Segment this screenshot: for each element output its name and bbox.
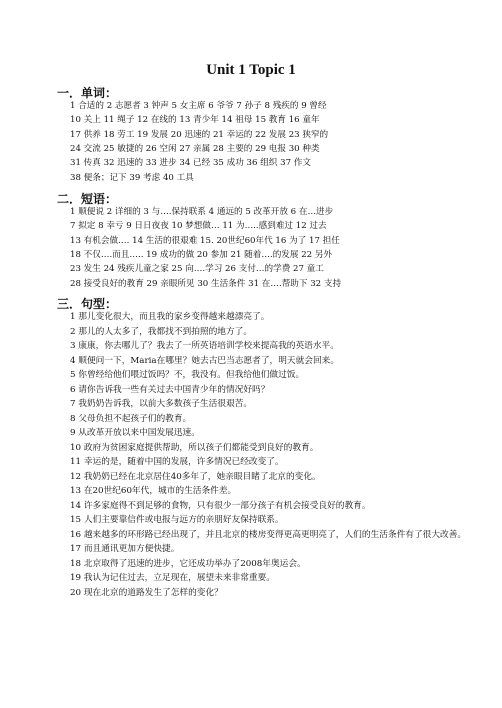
phrase-line: 23 发生 24 残疾儿童之家 25 向….学习 26 支付…的学费 27 童工	[70, 264, 324, 275]
section-heading-phrases: 二．短语：	[57, 192, 118, 206]
sentence-line: 18 北京取得了迅速的进步，它还成功举办了2008年奥运会。	[70, 558, 306, 569]
sentence-line: 3 康康，你去哪儿了？我去了一所英语培训学校来提高我的英语水平。	[70, 341, 339, 351]
phrase-line: 28 接受良好的教育 29 亲眼所见 30 生活条件 31 在….帮助下 32 支持	[70, 278, 342, 289]
phrase-list	[70, 205, 490, 291]
vocab-line: 10 关上 11 绳子 12 在线的 13 青少年 14 祖母 15 教育 16 童年	[70, 115, 320, 126]
sentence-line: 5 你曾经给他们喂过饭吗？不，我没有。但我给他们做过饭。	[70, 370, 305, 380]
vocab-line: 38 便条；记下 39 考虑 40 工具	[70, 172, 194, 183]
sentence-line: 14 许多家庭得不到足够的食物，只有很少一部分孩子有机会接受良好的教育。	[70, 500, 371, 511]
vocab-line: 31 传真 32 迅速的 33 进步 34 已经 35 成功 36 组织 37 作文	[70, 158, 311, 169]
sentence-list	[70, 310, 490, 600]
vocab-line: 1 合适的 2 志愿者 3 钟声 5 女主席 6 爷爷 7 孙子 8 残疾的 9 曾经	[70, 101, 327, 111]
phrase-line: 18 不仅….而且….. 19 成功的做 20 参加 21 随着….的发展 22 另外	[70, 250, 333, 261]
section-heading-vocab: 一．单词：	[57, 86, 118, 100]
sentence-line: 20 现在北京的道路发生了怎样的变化？	[70, 587, 223, 598]
sentence-line: 1 那儿变化很大，而且我的家乡变得越来越漂亮了。	[70, 312, 270, 322]
sentence-line: 2 那儿的人太多了，我都找不到拍照的地方了。	[70, 326, 253, 337]
sentence-line: 12 我奶奶已经在北京居住40多年了，她亲眼目睹了北京的变化。	[70, 471, 321, 482]
sentence-line: 19 我认为记住过去，立足现在，展望未来非常重要。	[70, 573, 275, 583]
phrase-line: 7 拟定 8 幸亏 9 日日夜夜 10 梦想做… 11 为…..感到难过 12 过去	[70, 221, 327, 232]
sentence-line: 10 政府为贫困家庭提供帮助，所以孩子们都能受到良好的教育。	[70, 442, 319, 453]
vocab-line: 17 供养 18 劳工 19 发展 20 迅速的 21 幸运的 22 发展 23 狭窄的	[70, 129, 329, 140]
sentence-line: 6 请你告诉我一些有关过去中国青少年的情况好吗？	[70, 384, 270, 395]
section-heading-sentences: 三．句型：	[57, 297, 118, 311]
sentence-line: 13 在20世纪60年代，城市的生活条件差。	[70, 486, 237, 496]
sentence-line: 15 人们主要靠信件或电报与远方的亲朋好友保持联系。	[70, 515, 284, 525]
sentence-line: 16 越来越多的环形路已经出现了，并且北京的楼房变得更高更明亮了，人们的生活条件有了很大改善。	[70, 529, 467, 540]
phrase-line: 13 有机会做…. 14 生活的很艰难 15. 20世纪60年代 16 为了 17 担任	[70, 235, 340, 246]
vocab-line: 24 交流 25 敏捷的 26 空闲 27 亲属 28 主要的 29 电报 30 种类	[70, 144, 320, 155]
sentence-line: 9 从改革开放以来中国发展迅速。	[70, 428, 200, 438]
vocab-list	[70, 99, 490, 185]
page-title: Unit 1 Topic 1	[206, 62, 296, 78]
sentence-line: 4 顺便问一下，Maria在哪里？她去古巴当志愿者了，明天就会回来。	[70, 355, 340, 366]
sentence-line: 17 而且通讯更加方便快捷。	[70, 544, 180, 554]
phrase-line: 1 顺便说 2 详细的 3 与….保持联系 4 通远的 5 改革开放 6 在…进步	[70, 207, 334, 217]
sentence-line: 8 父母负担不起孩子们的教育。	[70, 413, 192, 424]
sentence-line: 7 我奶奶告诉我，以前大多数孩子生活很艰苦。	[70, 399, 253, 409]
sentence-line: 11 幸运的是，随着中国的发展，许多情况已经改变了。	[70, 457, 284, 467]
